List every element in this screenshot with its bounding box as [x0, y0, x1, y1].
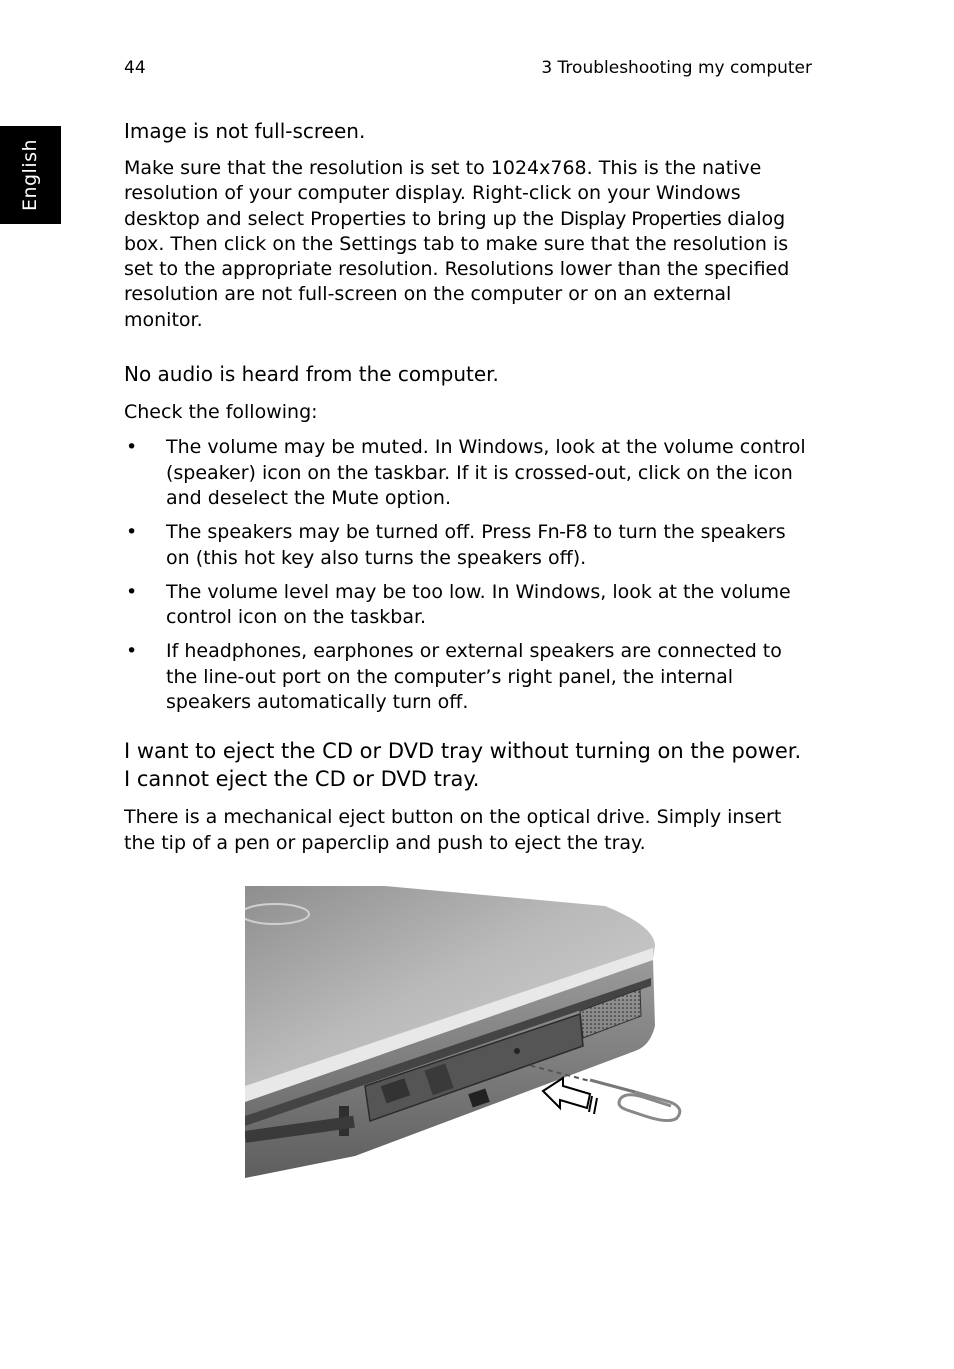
dialog-name: Display Properties	[559, 207, 722, 230]
section-intro-audio: Check the following:	[124, 401, 318, 424]
section-body-image	[124, 156, 814, 333]
section-body-eject: There is a mechanical eject button on the optical drive. Simply insert the tip of a pen or paperclip and push to eject the tray.	[124, 806, 782, 854]
body-text: Make sure that the resolution is set to 1024x768. This is the native resolution of your computer display. Right-click on your Windows desktop and select Properties to bring up the	[124, 157, 762, 230]
laptop-optical-drive-paperclip-icon	[245, 886, 685, 1181]
bullet-icon: •	[126, 580, 138, 603]
list-item-text: The volume may be muted. In Windows, look at the volume control (speaker) icon on the taskbar. If it is crossed-out, click on the icon and deselect the Mute option.	[166, 436, 806, 509]
section-title-image: Image is not full-screen.	[124, 119, 366, 143]
language-tab	[0, 126, 61, 224]
list-item	[124, 639, 814, 715]
list-item-text: The volume level may be too low. In Windows, look at the volume control icon on the taskbar.	[166, 580, 791, 629]
language-tab-label: English	[19, 138, 41, 212]
bullet-icon: •	[126, 640, 138, 663]
body-text: dialog box. Then click on the Settings tab to make sure that the resolution is set to the appropriate resolution. Resolutions lower than the specified resolution are not full-screen on the computer or on an external monitor.	[124, 207, 790, 331]
running-header: 3 Troubleshooting my computer	[541, 58, 812, 78]
bullet-list	[124, 435, 814, 715]
list-item	[124, 580, 814, 631]
page-number: 44	[124, 58, 146, 78]
list-item-text: to turn the speakers on (this hot key also turns the speakers off).	[166, 521, 786, 569]
laptop-illustration	[245, 886, 685, 1181]
list-item	[124, 435, 814, 511]
bullet-icon: •	[126, 436, 138, 459]
list-item-text: If headphones, earphones or external speakers are connected to the line-out port on the computer’s right panel, the internal speakers automatically turn off.	[166, 640, 782, 714]
hotkey-text: Fn-F8	[537, 521, 588, 544]
section-title-audio: No audio is heard from the computer.	[124, 362, 499, 387]
list-item-text: The speakers may be turned off. Press	[166, 521, 538, 544]
page-content	[124, 118, 814, 856]
bullet-icon: •	[126, 521, 138, 544]
list-item	[124, 520, 814, 571]
section-title-eject: I want to eject the CD or DVD tray without turning on the power. I cannot eject the CD or DVD tray.	[124, 739, 802, 792]
